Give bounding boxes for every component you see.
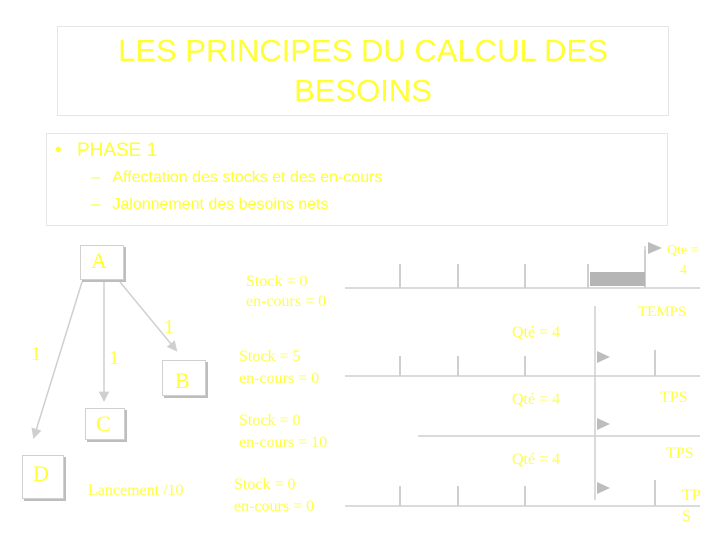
edge-label-a-d: 1 <box>31 343 41 365</box>
qte-top-line1: Qte = <box>667 243 699 258</box>
node-b <box>162 360 206 396</box>
node-d <box>22 455 64 499</box>
qte-label-3: Qté = 4 <box>512 451 561 468</box>
requirement-bar <box>590 272 645 286</box>
tps-split-line1: TP <box>682 487 701 504</box>
row-1-encours: en-cours = 0 <box>246 293 327 310</box>
edge-label-a-c: 1 <box>109 347 119 369</box>
node-c-label: C <box>96 411 111 436</box>
row-1-stock: Stock = 0 <box>246 273 308 290</box>
phase-item-2-text: Jalonnement des besoins nets <box>112 196 329 213</box>
row-4-encours: en-cours = 0 <box>234 498 315 515</box>
qte-top-line2: 4 <box>680 263 687 278</box>
edge-label-a-b: 1 <box>164 316 174 338</box>
node-a-label: A <box>91 248 107 273</box>
flag-row-2 <box>597 351 610 363</box>
temps-label: TEMPS <box>638 304 687 320</box>
lancement-label: Lancement /10 <box>88 482 184 499</box>
qte-flag <box>648 242 662 254</box>
edge-a-d <box>34 282 82 437</box>
tps-split-line2: S <box>682 508 691 525</box>
dash-marker: – <box>91 169 100 186</box>
row-2-stock: Stock = 5 <box>239 348 301 365</box>
qte-label-1: Qté = 4 <box>512 324 561 341</box>
row-4-stock: Stock = 0 <box>234 476 296 493</box>
row-3-stock: Stock = 0 <box>239 412 301 429</box>
node-c <box>85 408 125 440</box>
phase-heading-text: PHASE 1 <box>76 140 158 161</box>
flag-row-3 <box>597 418 610 430</box>
dash-marker: – <box>91 196 100 213</box>
node-b-label: B <box>175 368 190 393</box>
tps-label-2: TPS <box>666 445 694 462</box>
node-d-label: D <box>33 461 49 486</box>
qte-label-2: Qté = 4 <box>512 391 561 408</box>
flag-row-4 <box>597 482 610 494</box>
bullet-marker: • <box>55 140 62 161</box>
row-3-encours: en-cours = 10 <box>239 434 328 451</box>
node-a <box>80 245 124 280</box>
tps-label-1: TPS <box>660 389 688 406</box>
slide-title-text: LES PRINCIPES DU CALCUL DES BESOINS <box>118 33 608 108</box>
phase-item-1-text: Affectation des stocks et des en-cours <box>112 169 383 186</box>
row-2-encours: en-cours = 0 <box>239 370 320 387</box>
